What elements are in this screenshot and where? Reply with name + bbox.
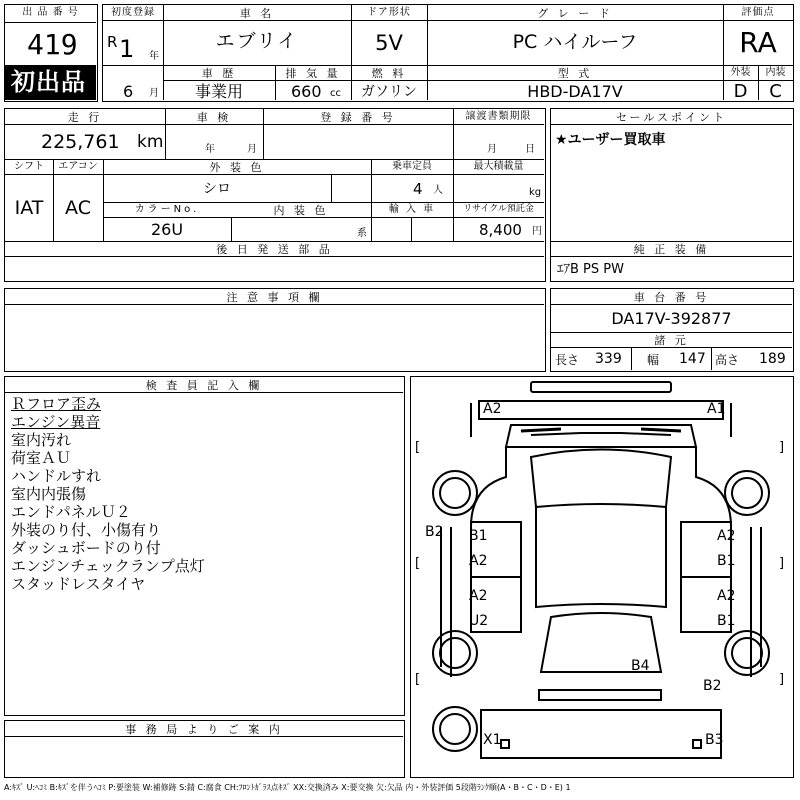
length-value: 339 bbox=[595, 351, 622, 367]
office-header: 事 務 局 よ り ご 案 内 bbox=[125, 723, 283, 736]
deferred-parts-header: 後 日 発 送 部 品 bbox=[216, 243, 333, 256]
diagram-rear-quarter-right: B2 bbox=[703, 678, 722, 694]
fuel-header: 燃 料 bbox=[371, 67, 407, 80]
capacity-header: 乗車定員 bbox=[392, 161, 432, 172]
score-value: RA bbox=[739, 26, 777, 59]
door-value: 5V bbox=[375, 31, 403, 55]
vehicle-top-grid bbox=[102, 4, 794, 102]
diagram-roof-rear: B4 bbox=[631, 658, 650, 674]
chassis-number: DA17V-392877 bbox=[611, 309, 732, 328]
month-unit: 月 bbox=[149, 88, 159, 99]
inspection-year-unit: 年 bbox=[205, 144, 215, 155]
diagram-rear-left: X1 bbox=[483, 732, 502, 748]
mileage-unit: km bbox=[137, 132, 164, 152]
history-value: 事業用 bbox=[194, 82, 243, 101]
inspector-header: 検 査 員 記 入 欄 bbox=[145, 379, 263, 392]
max-load-header: 最大積載量 bbox=[473, 161, 524, 172]
reg-number-header: 登 録 番 号 bbox=[320, 111, 396, 124]
history-header: 車 歴 bbox=[201, 67, 237, 80]
inspector-note-line: エンジンチェックランプ点灯 bbox=[11, 557, 205, 575]
inspector-note-line: 荷室ＡＵ bbox=[11, 449, 72, 467]
inspector-note-line: Ｒフロア歪み bbox=[11, 395, 102, 413]
sales-point-box bbox=[550, 108, 794, 282]
inspector-box bbox=[4, 376, 405, 716]
grade-header: グ レ ー ド bbox=[537, 7, 613, 20]
grade-value: PC ハイルーフ bbox=[512, 31, 638, 53]
shift-value: IAT bbox=[14, 197, 44, 219]
diagram-rear-door-right-1: A2 bbox=[717, 588, 736, 604]
color-value: シロ bbox=[203, 181, 231, 197]
diagram-bracket-right-mid: ] bbox=[779, 556, 785, 571]
lot-number: 419 bbox=[27, 28, 78, 61]
diagram-rear-door-left-1: A2 bbox=[469, 588, 488, 604]
car-name: エブリイ bbox=[215, 30, 299, 52]
diagram-front-door-left-1: B1 bbox=[469, 528, 488, 544]
first-reg-header: 初度登録 bbox=[111, 7, 155, 18]
displacement-header: 排 気 量 bbox=[285, 67, 341, 80]
diagram-front-right: A1 bbox=[707, 401, 726, 417]
diagram-front-left: A2 bbox=[483, 401, 502, 417]
ac-header: エアコン bbox=[58, 161, 98, 172]
chassis-header: 車 台 番 号 bbox=[633, 291, 710, 304]
inspector-note-line: 室内汚れ bbox=[11, 431, 72, 449]
interior-header: 内装 bbox=[765, 67, 786, 78]
inspector-note-line: スタッドレスタイヤ bbox=[11, 575, 146, 593]
inspection-header: 車 検 bbox=[196, 111, 232, 124]
lot-number-box bbox=[4, 4, 98, 102]
legend-text: A:ｷｽﾞ U:ﾍｺﾐ B:ｷｽﾞを伴うﾍｺﾐ P:要塗装 W:補修跡 S:錆 C:腐食 CH:ﾌﾛﾝﾄｶﾞﾗｽ点ｷｽﾞ XX:交換済み X:要交換 欠:欠品 内・外装評価 5段階ﾗﾝｸ順(A・B・C・D・E) 1 bbox=[4, 783, 571, 792]
capacity-value: 4 bbox=[413, 180, 423, 198]
diagram-bracket-left-top: [ bbox=[415, 440, 421, 455]
lot-number-header: 出 品 番 号 bbox=[22, 7, 79, 18]
width-value: 147 bbox=[679, 351, 706, 367]
model-value: HBD-DA17V bbox=[527, 82, 623, 101]
dims-header: 諸 元 bbox=[654, 334, 689, 347]
equipment-text: ｴｱB PS PW bbox=[557, 262, 624, 277]
vehicle-diagram-box bbox=[410, 376, 794, 778]
diagram-front-door-left-2: A2 bbox=[469, 553, 488, 569]
diagram-front-door-right-1: A2 bbox=[717, 528, 736, 544]
diagram-bracket-right-top: ] bbox=[779, 440, 785, 455]
first-reg-month: 6 bbox=[123, 82, 134, 101]
color-no-header: カラーNo. bbox=[134, 204, 200, 215]
inspection-month-unit: 月 bbox=[247, 144, 257, 155]
inspector-note-line: ハンドルすれ bbox=[11, 467, 102, 485]
caution-header: 注 意 事 項 欄 bbox=[226, 291, 323, 304]
displacement-value: 660 bbox=[291, 82, 322, 101]
inspector-note-line: 室内内張傷 bbox=[11, 485, 87, 503]
chassis-box bbox=[550, 288, 794, 372]
first-listing-badge bbox=[5, 65, 96, 100]
max-load-unit: kg bbox=[529, 187, 542, 198]
diagram-rear-door-left-2: U2 bbox=[469, 613, 489, 629]
first-reg-era: R bbox=[107, 33, 118, 51]
diagram-bracket-left-mid: [ bbox=[415, 556, 421, 571]
diagram-rear-door-right-2: B1 bbox=[717, 613, 736, 629]
recycle-header: リサイクル預託金 bbox=[463, 204, 534, 214]
car-name-header: 車 名 bbox=[239, 7, 275, 20]
inspector-note-line: ダッシュボードのり付 bbox=[11, 539, 161, 557]
mileage-header: 走 行 bbox=[67, 111, 103, 124]
sales-point-header: セールスポイント bbox=[615, 111, 727, 124]
diagram-bracket-right-low: ] bbox=[779, 672, 785, 687]
van-diagram bbox=[411, 377, 792, 776]
height-label: 高さ bbox=[715, 353, 740, 367]
vehicle-detail-grid bbox=[4, 108, 546, 282]
caution-box bbox=[4, 288, 546, 372]
recycle-value: 8,400 bbox=[479, 221, 522, 239]
inspector-note-line: エンジン異音 bbox=[11, 413, 101, 431]
score-header: 評価点 bbox=[741, 7, 775, 18]
year-unit: 年 bbox=[149, 51, 159, 62]
diagram-left-fender: B2 bbox=[425, 524, 444, 540]
model-header: 型 式 bbox=[557, 67, 593, 80]
transfer-month-unit: 月 bbox=[487, 144, 497, 155]
equipment-header: 純 正 装 備 bbox=[633, 243, 710, 256]
import-header: 輸 入 車 bbox=[388, 204, 436, 215]
interior-value: C bbox=[769, 81, 782, 102]
color-no-value: 26U bbox=[150, 220, 184, 239]
length-label: 長さ bbox=[555, 353, 580, 367]
diagram-bracket-left-low: [ bbox=[415, 672, 421, 687]
diagram-rear-right: B3 bbox=[705, 732, 724, 748]
door-header: ドア形状 bbox=[367, 7, 411, 18]
office-box bbox=[4, 720, 405, 778]
displacement-unit: cc bbox=[330, 88, 341, 99]
transfer-day-unit: 日 bbox=[525, 144, 535, 155]
capacity-unit: 人 bbox=[433, 185, 443, 196]
first-listing-label: 初出品 bbox=[11, 68, 86, 96]
exterior-value: D bbox=[733, 81, 748, 102]
inspector-note-line: エンドパネルＵ２ bbox=[11, 503, 131, 521]
inspector-notes bbox=[11, 395, 205, 593]
inspector-note-line: 外装のり付、小傷有り bbox=[11, 521, 162, 539]
shift-header: シフト bbox=[14, 161, 44, 172]
width-label: 幅 bbox=[647, 353, 660, 367]
color-header: 外 装 色 bbox=[209, 161, 265, 174]
interior-color-header: 内 装 色 bbox=[273, 204, 329, 217]
diagram-front-door-right-2: B1 bbox=[717, 553, 736, 569]
ac-value: AC bbox=[65, 197, 91, 219]
sales-point-text: ★ユーザー買取車 bbox=[555, 132, 666, 148]
height-value: 189 bbox=[759, 351, 786, 367]
recycle-unit: 円 bbox=[532, 226, 542, 237]
transfer-deadline-header: 譲渡書類期限 bbox=[465, 111, 532, 122]
first-reg-year: 1 bbox=[119, 35, 135, 63]
interior-color-unit: 系 bbox=[357, 228, 367, 239]
mileage-value: 225,761 bbox=[41, 131, 120, 153]
fuel-value: ガソリン bbox=[361, 84, 417, 100]
exterior-header: 外装 bbox=[730, 67, 751, 78]
